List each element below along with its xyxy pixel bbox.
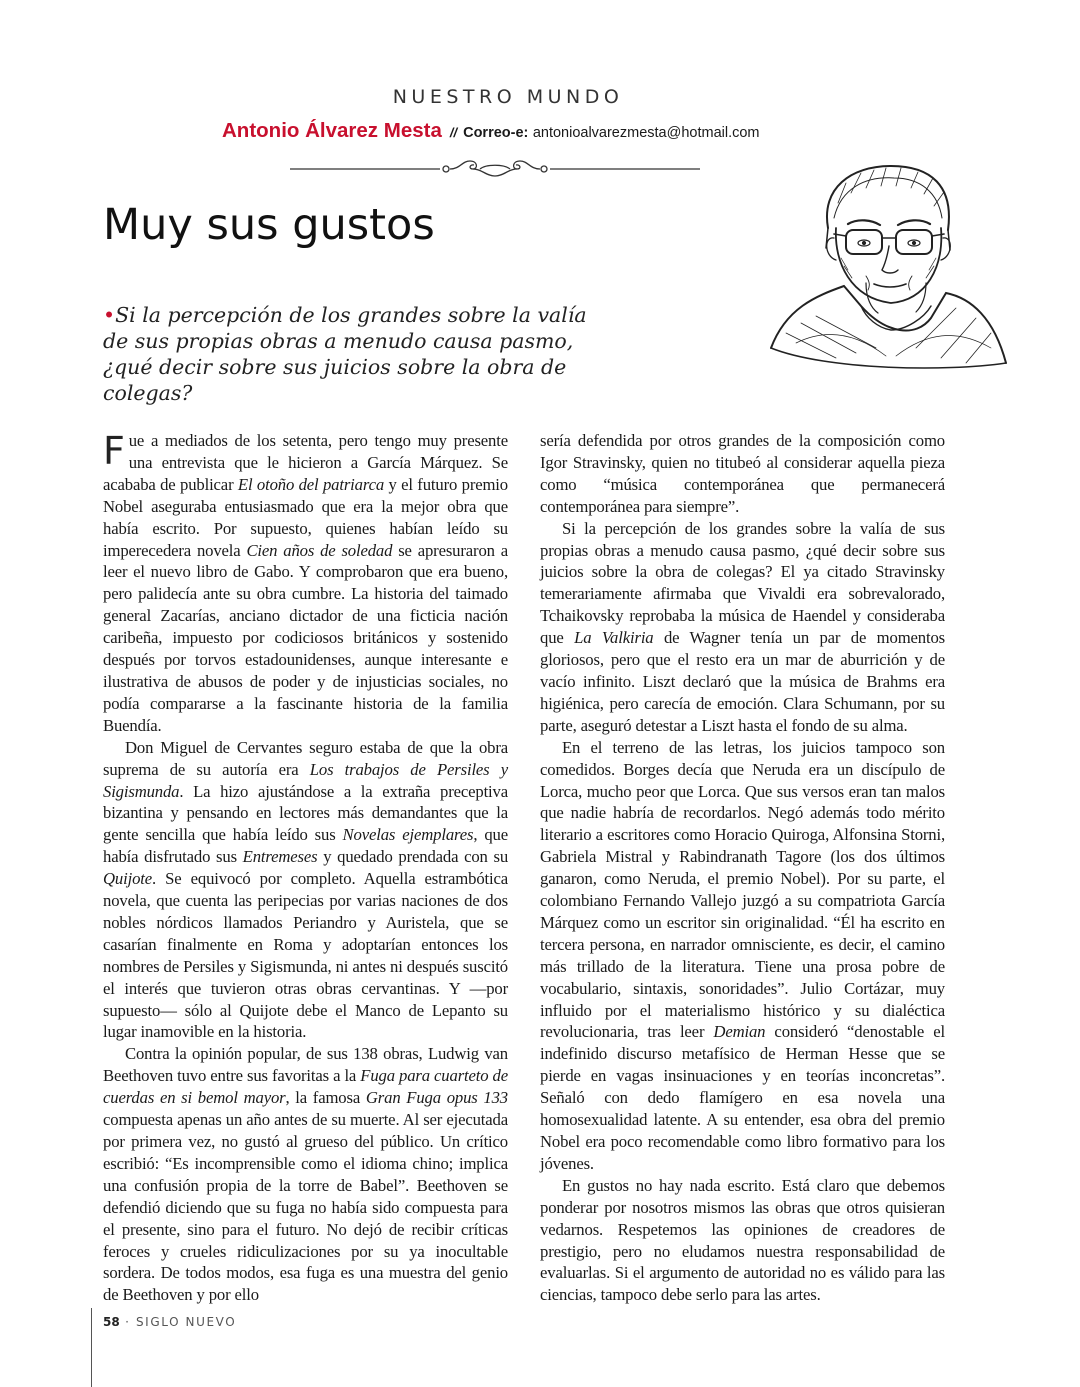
- article-lead: [103, 302, 588, 406]
- ornamental-divider-icon: [290, 156, 700, 182]
- article-column-left: [103, 430, 508, 1306]
- book-title: El otoño del patriarca: [237, 474, 385, 494]
- book-title: Entremeses: [242, 847, 318, 867]
- author-portrait-icon: [766, 158, 1008, 378]
- page-footer: [103, 1315, 236, 1329]
- text-run: , que había disfrutado sus: [103, 825, 508, 867]
- book-title: Novelas ejemplares: [342, 825, 474, 845]
- text-run: En el terreno de las letras, los juicios tampoco son comedidos. Borges decía que Neruda era un discípulo de Lorca, mucho peor que Lorca. Que sus versos eran tan malos que nadie habría de recordarlos. Negó además todo mérito literario a escritores como Horacio Quiroga, Alfonsina Storni, Gabriela Mistral y Rabindranath Tagore (los dos últimos ganaron, como Neruda, el premio Nobel). Por su parte, el colombiano Fernando Vallejo juzgó a su compatriota García Márquez como un escritor sin originalidad. “Él ha escrito en tercera persona, en narrador omnisciente, es decir, el camino más trillado de la literatura. Tiene una prosa pobre de vocabulario, sintaxis, sonoridades”. Julio Cortázar, muy influido por el materialismo histórico y su dialéctica revolucionaria, tras leer: [540, 737, 945, 1042]
- paragraph: En gustos no hay nada escrito. Está claro que debemos ponderar por nosotros mismos las obras que otros quisieran vedarnos. Respetemos las opiniones de creadores de prestigio, pero no eludamos nuestra responsabilidad de evaluarlas. Si el argumento de autoridad no es válido para las ciencias, tampoco debe serlo para las artes.: [540, 1175, 945, 1305]
- magazine-name: SIGLO NUEVO: [135, 1315, 237, 1329]
- email-label: Correo-e:: [463, 125, 529, 141]
- book-title: Demian: [713, 1022, 766, 1042]
- work-title: La Valkiria: [574, 628, 654, 648]
- paragraph: [540, 518, 945, 737]
- text-run: , la famosa: [285, 1088, 366, 1108]
- text-run: consideró “denostable el indefinido discurso metafísico de Herman Hesse que se pierde en vagas insinuaciones y en teorías inconcretas”. Señaló con dedo flamígero en esa novela una homosexualidad latente. A su entender, esa obra del premio Nobel era poco recomendable como libro formativo para los jóvenes.: [540, 1022, 945, 1173]
- article-title: Muy sus gustos: [103, 200, 435, 250]
- paragraph: sería defendida por otros grandes de la composición como Igor Stravinsky, quien no titubeó al considerar aquella pieza como “música contemporánea que permanecerá contemporánea para siempre”.: [540, 431, 945, 516]
- text-run: Contra la opinión popular, de sus 138 obras, Ludwig van Beethoven tuvo entre sus favoritas a la: [103, 1044, 508, 1086]
- paragraph: [103, 430, 508, 737]
- text-run: Don Miguel de Cervantes seguro estaba de que la obra suprema de su autoría era: [103, 737, 508, 779]
- bullet-icon: •: [103, 303, 116, 327]
- section-title: NUESTRO MUNDO: [392, 86, 624, 108]
- work-title: Gran Fuga opus 133: [365, 1088, 508, 1108]
- footer-rule: [91, 1308, 92, 1387]
- work-title: Fuga para cuarteto de cuerdas en si bemol mayor: [103, 1066, 509, 1108]
- text-run: . La hizo ajustándose a la extraña preceptiva bizantina y pensando en lectores más demandantes que la gente sencilla que había leído sus: [103, 781, 508, 845]
- article-column-right: [540, 430, 945, 1306]
- paragraph: [540, 737, 945, 1175]
- text-run: y el futuro premio Nobel aseguraba entusiasmado que era la mejor obra que había escrito. Por supuesto, quienes habían leído su imperecedera novela: [103, 474, 508, 560]
- text-run: se apresuraron a leer el nuevo libro de Gabo. Y comprobaron que era bueno, pero palidecía ante su obra cumbre. La historia del taimado general Zacarías, anciano dictador de una ficticia nación caribeña, impuesto por codiciosos británicos y sostenido después por torvos estadounidenses, aunque interesante e ilustrativa de abusos de poder y de injusticias sociales, no podía compararse a la fascinante historia de la familia Buendía.: [103, 540, 508, 735]
- text-run: de Wagner tenía un par de momentos gloriosos, pero que el resto era un mar de aburrición y de vacío infinito. Liszt declaró que la música de Brahms era higiénica, pero carecía de emoción. Clara Schumann, por su parte, aseguró detestar a Liszt hasta el fondo de su alma.: [540, 628, 945, 735]
- byline: [222, 119, 760, 143]
- book-title: Los trabajos de Persiles y Sigismunda: [103, 759, 509, 801]
- text-run: . Se equivocó por completo. Aquella estrambótica novela, que cuenta las peripecias por varias naciones de dos nobles nórdicos llamados Periandro y Auristela, que se casarían finalmente en Roma y adoptarían entonces los nombres de Persiles y Sigismunda, ni antes ni después suscitó el interés que tuvieron otras obras cervantinas. Y —por supuesto— sólo al Quijote debe el Manco de Lepanto su lugar inamovible en la historia.: [103, 869, 508, 1042]
- byline-separator: //: [449, 125, 458, 140]
- paragraph: [103, 1043, 508, 1306]
- text-run: y quedado prendada con su: [317, 847, 509, 867]
- lead-text: Si la percepción de los grandes sobre la valía de sus propias obras a menudo causa pasmo, ¿qué decir sobre sus juicios sobre la obra de colegas?: [103, 303, 587, 405]
- text-run: Si la percepción de los grandes sobre la valía de sus propias obras a menudo causa pasmo, ¿qué decir sobre sus juicios sobre la obra de colegas? El ya citado Stravinsky temerariamente afirmaba que Vivaldi era sobrevalorado, Tchaikovsky reprobaba la música de Haendel y consideraba que: [540, 518, 945, 648]
- book-title: Quijote: [103, 869, 153, 889]
- footer-dot: ·: [125, 1315, 131, 1329]
- text-run: ue a mediados de los setenta, pero tengo muy presente una entrevista que le hicieron a García Márquez. Se acababa de publicar: [103, 431, 508, 494]
- email-address[interactable]: antonioalvarezmesta@hotmail.com: [532, 125, 760, 141]
- paragraph: [103, 737, 508, 1044]
- page-number: 58: [103, 1315, 120, 1329]
- drop-cap: F: [103, 429, 125, 473]
- author-name: Antonio Álvarez Mesta: [222, 119, 442, 142]
- text-run: compuesta apenas un año antes de su muerte. Al ser ejecutada por primera vez, no gustó al grueso del público. Un crítico escribió: “Es incomprensible como el idioma chino; implica una confusión propia de la torre de Babel”. Beethoven se defendió diciendo que su fuga no había sido compuesta para el presente, sino para el futuro. No dejó de recibir críticas feroces y crueles ridiculizaciones por su ya inocultable sordera. De todos modos, esa fuga es una muestra del genio de Beethoven y por ello: [103, 1110, 508, 1305]
- book-title: Cien años de soledad: [246, 540, 393, 560]
